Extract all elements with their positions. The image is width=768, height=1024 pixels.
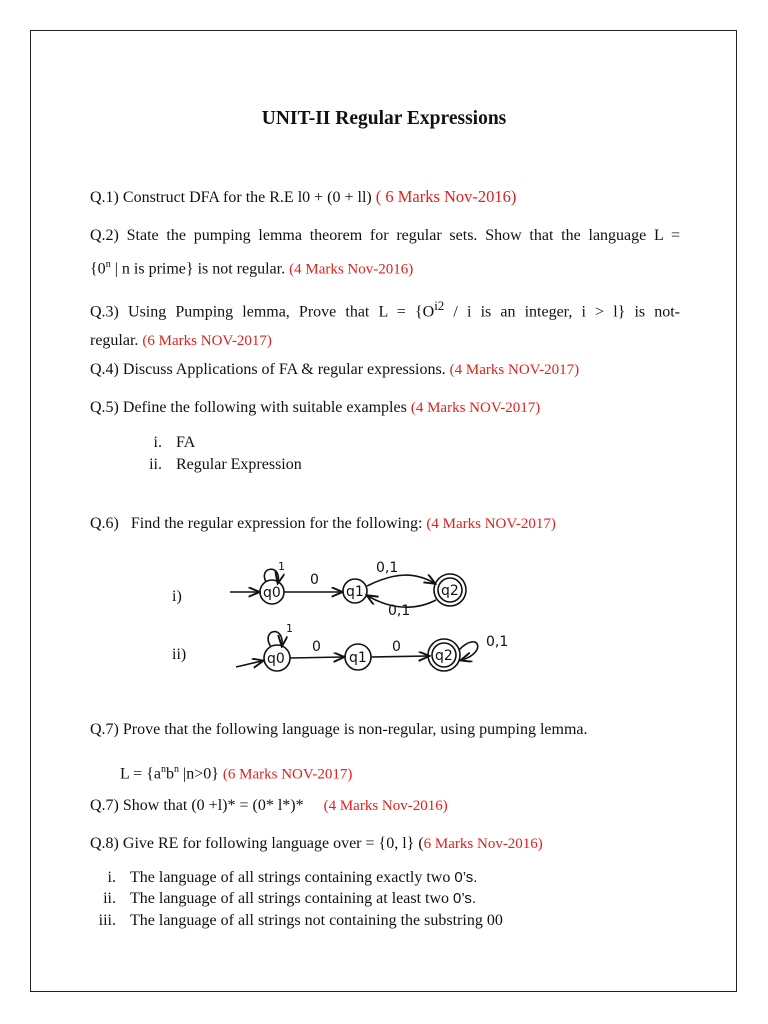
question-4-marks: (4 Marks NOV-2017)	[449, 362, 580, 378]
question-7a	[90, 715, 680, 744]
question-2-text-2b: | n is prime} is not regular.	[110, 260, 290, 278]
list-number: i.	[153, 434, 162, 451]
d2-q2-label: q2	[435, 648, 453, 664]
d1-loop-label: 1	[278, 560, 285, 573]
d1-q2-label: q2	[441, 583, 459, 599]
question-8-text: Give RE for following language over = {0, l} (	[118, 835, 424, 852]
question-2-superscript: n	[105, 259, 111, 270]
question-3-text-1a: Using Pumping lemma, Prove that L = {O	[118, 303, 435, 321]
question-6-marks: (4 Marks NOV-2017)	[426, 516, 556, 532]
d1-edge-q1-q2	[367, 575, 434, 586]
page-title: UNIT-II Regular Expressions	[261, 108, 507, 129]
question-6-text: Find the regular expression for the following:	[118, 515, 427, 532]
list-text: The language of all strings containing at least two	[130, 890, 454, 907]
formula-text-a: L = {a	[120, 765, 161, 783]
d1-edge-label-q0-q1: 0	[310, 572, 319, 588]
question-8-label: Q.8)	[90, 835, 119, 852]
d2-self-loop-q2	[459, 642, 478, 660]
diagram-1-label: i)	[172, 588, 182, 605]
question-5-text: Define the following with suitable examples	[118, 399, 411, 416]
d2-loop-label-q2: 0,1	[486, 634, 509, 650]
question-3-label: Q.3)	[90, 303, 119, 321]
list-text: Regular Expression	[176, 456, 302, 473]
d2-edge-label-q1-q2: 0	[392, 639, 401, 655]
list-text: FA	[176, 434, 196, 451]
question-3-marks: (6 Marks NOV-2017)	[142, 333, 272, 350]
formula-text-c: |n>0}	[178, 765, 223, 783]
d2-edge-q0-q1	[290, 657, 343, 658]
question-7b-marks: (4 Marks Nov-2016)	[323, 798, 448, 814]
formula-sup-1: n	[160, 764, 166, 775]
question-5-label: Q.5)	[90, 399, 119, 416]
question-7b-label: Q.7)	[90, 797, 119, 814]
list-number: iii.	[98, 912, 116, 929]
question-2-text-1: State the pumping lemma theorem for regular sets. Show that the language L =	[118, 227, 680, 244]
question-1-label: Q.1)	[90, 189, 119, 206]
list-text: The language of all strings containing exactly two	[130, 869, 455, 886]
formula-text-b: b	[165, 765, 174, 783]
d2-loop-label: 1	[286, 622, 293, 635]
question-4-label: Q.4)	[90, 361, 119, 378]
formula-sup-2: n	[173, 764, 179, 775]
question-7a-label: Q.7)	[90, 721, 119, 738]
question-2-label: Q.2)	[90, 227, 119, 244]
list-text: The language of all strings not containing the substring 00	[130, 912, 503, 929]
d2-q0-label: q0	[267, 651, 285, 667]
question-4-text: Discuss Applications of FA & regular expressions.	[118, 361, 450, 378]
question-2-text-2a: {0	[90, 260, 106, 278]
question-5-marks: (4 Marks NOV-2017)	[410, 400, 541, 416]
question-3-text-2: regular.	[90, 332, 143, 350]
question-7b-text: Show that (0 +l)* = (0* l*)*	[118, 797, 324, 814]
question-8	[90, 829, 680, 859]
list-text-tail: 0’s.	[453, 890, 477, 907]
question-8-item	[80, 890, 476, 908]
list-number: ii.	[103, 890, 116, 907]
diagram-2-label: ii)	[172, 646, 187, 663]
question-7b	[90, 791, 680, 821]
question-7a-formula	[120, 755, 710, 789]
question-2-marks: (4 Marks Nov-2016)	[289, 261, 414, 278]
question-7a-marks: (6 Marks NOV-2017)	[222, 766, 353, 783]
question-3-superscript: i2	[434, 298, 445, 313]
question-8-item	[80, 869, 477, 887]
d1-q1-label: q1	[346, 584, 364, 600]
question-7a-text: Prove that the following language is non-regular, using pumping lemma.	[118, 721, 588, 738]
d2-edge-label-q0-q1: 0	[312, 639, 321, 655]
d1-edge-label-q2-q1: 0,1	[388, 603, 411, 619]
list-number: i.	[107, 869, 116, 886]
list-text-tail: 0’s.	[454, 869, 478, 886]
question-8-marks: 6 Marks Nov-2016)	[423, 836, 543, 852]
question-3-text-1b: / i is an integer, i > l} is not-	[444, 303, 681, 321]
d2-start-arrow	[236, 661, 262, 667]
d2-edge-q1-q2	[371, 656, 428, 657]
d2-q1-label: q1	[349, 650, 367, 666]
question-1-text: Construct DFA for the R.E l0 + (0 + ll)	[118, 189, 376, 206]
question-8-item	[80, 912, 503, 930]
question-1-marks: ( 6 Marks Nov-2016)	[375, 187, 517, 206]
question-6-label: Q.6)	[90, 515, 119, 532]
list-number: ii.	[149, 456, 162, 473]
d1-q0-label: q0	[263, 585, 281, 601]
d1-edge-label-q1-q2: 0,1	[376, 560, 399, 576]
